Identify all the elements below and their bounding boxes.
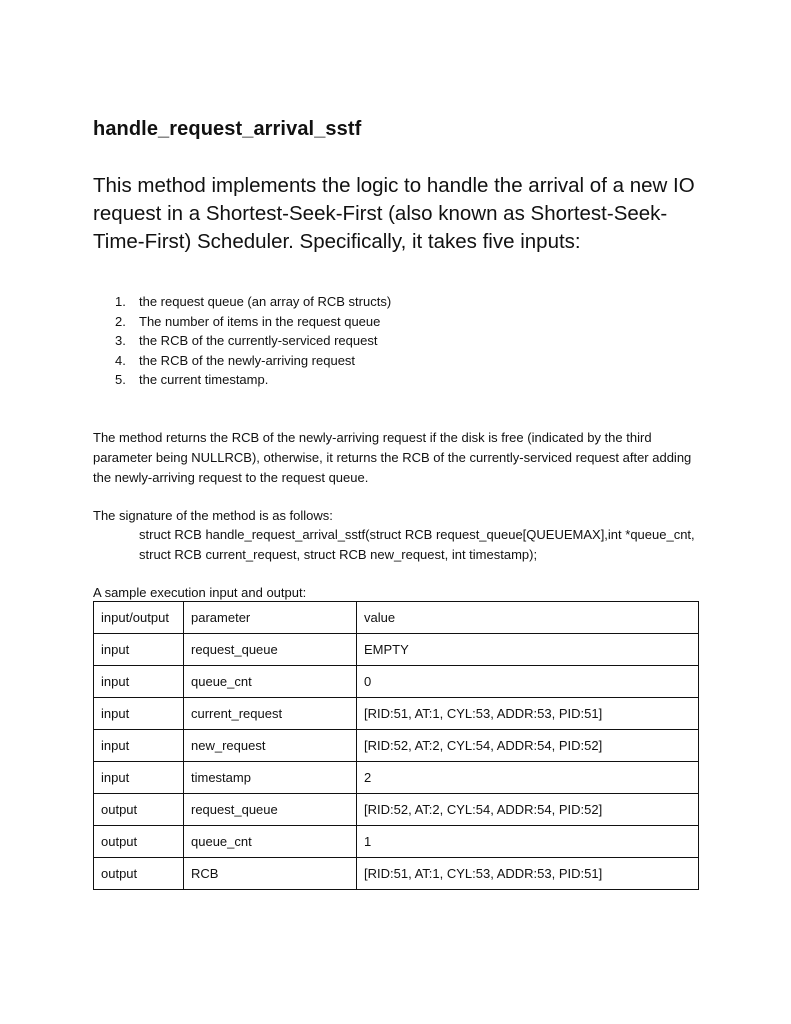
table-cell: input — [94, 698, 184, 730]
list-item-text: the current timestamp. — [139, 372, 269, 387]
list-number: 5. — [115, 372, 126, 387]
table-cell: output — [94, 858, 184, 890]
table-cell: timestamp — [184, 762, 357, 794]
table-cell: 1 — [357, 826, 699, 858]
table-cell: input — [94, 762, 184, 794]
table-row — [94, 666, 699, 698]
table-header-row — [94, 602, 699, 634]
list-number: 3. — [115, 333, 126, 348]
method-signature: struct RCB handle_request_arrival_sstf(struct RCB request_queue[QUEUEMAX],int *queue_cnt, struct RCB current_request, struct RCB new_request, int timestamp); — [139, 527, 695, 562]
table-cell: queue_cnt — [184, 666, 357, 698]
sample-table — [93, 601, 699, 890]
list-item-text: the RCB of the currently-serviced request — [139, 333, 378, 348]
table-row — [94, 762, 699, 794]
list-number: 2. — [115, 313, 126, 329]
table-cell: [RID:52, AT:2, CYL:54, ADDR:54, PID:52] — [357, 730, 699, 762]
table-cell: output — [94, 794, 184, 826]
table-cell: queue_cnt — [184, 826, 357, 858]
intro-paragraph: This method implements the logic to handle the arrival of a new IO request in a Shortest-Seek-First (also known as Shortest-Seek-Time-First) Scheduler. Specifically, it takes five inputs: — [93, 174, 695, 253]
table-cell: request_queue — [184, 634, 357, 666]
list-item — [93, 331, 391, 351]
header-cell: value — [357, 602, 699, 634]
list-item-text: the request queue (an array of RCB structs) — [139, 294, 392, 309]
table-cell: [RID:51, AT:1, CYL:53, ADDR:53, PID:51] — [357, 858, 699, 890]
table-cell: EMPTY — [357, 634, 699, 666]
table-row — [94, 858, 699, 890]
table-cell: current_request — [184, 698, 357, 730]
list-number: 4. — [115, 352, 126, 368]
table-row — [94, 634, 699, 666]
table-cell: [RID:51, AT:1, CYL:53, ADDR:53, PID:51] — [357, 698, 699, 730]
table-row — [94, 826, 699, 858]
returns-paragraph: The method returns the RCB of the newly-arriving request if the disk is free (indicated by the third parameter being NULLRCB), otherwise, it returns the RCB of the currently-serviced request after adding the newly-arriving request to the request queue. — [93, 430, 692, 485]
list-item — [93, 351, 391, 371]
table-cell: output — [94, 826, 184, 858]
method-title: handle_request_arrival_sstf — [93, 118, 362, 140]
table-row — [94, 730, 699, 762]
list-item-text: the RCB of the newly-arriving request — [139, 352, 356, 368]
header-cell: input/output — [94, 602, 184, 634]
table-row — [94, 794, 699, 826]
table-cell: input — [94, 730, 184, 762]
signature-intro: The signature of the method is as follows: — [93, 508, 333, 523]
sample-caption: A sample execution input and output: — [93, 585, 307, 600]
table-cell: input — [94, 634, 184, 666]
table-row — [94, 698, 699, 730]
list-item-text: The number of items in the request queue — [139, 313, 381, 329]
table-cell: RCB — [184, 858, 357, 890]
inputs-list — [93, 292, 391, 390]
table-cell: new_request — [184, 730, 357, 762]
list-item — [93, 370, 391, 390]
table-cell: 0 — [357, 666, 699, 698]
header-cell: parameter — [184, 602, 357, 634]
table-cell: input — [94, 666, 184, 698]
list-number: 1. — [115, 294, 126, 309]
table-cell: 2 — [357, 762, 699, 794]
table-cell: request_queue — [184, 794, 357, 826]
list-item — [93, 292, 391, 312]
table-cell: [RID:52, AT:2, CYL:54, ADDR:54, PID:52] — [357, 794, 699, 826]
list-item — [93, 312, 391, 332]
